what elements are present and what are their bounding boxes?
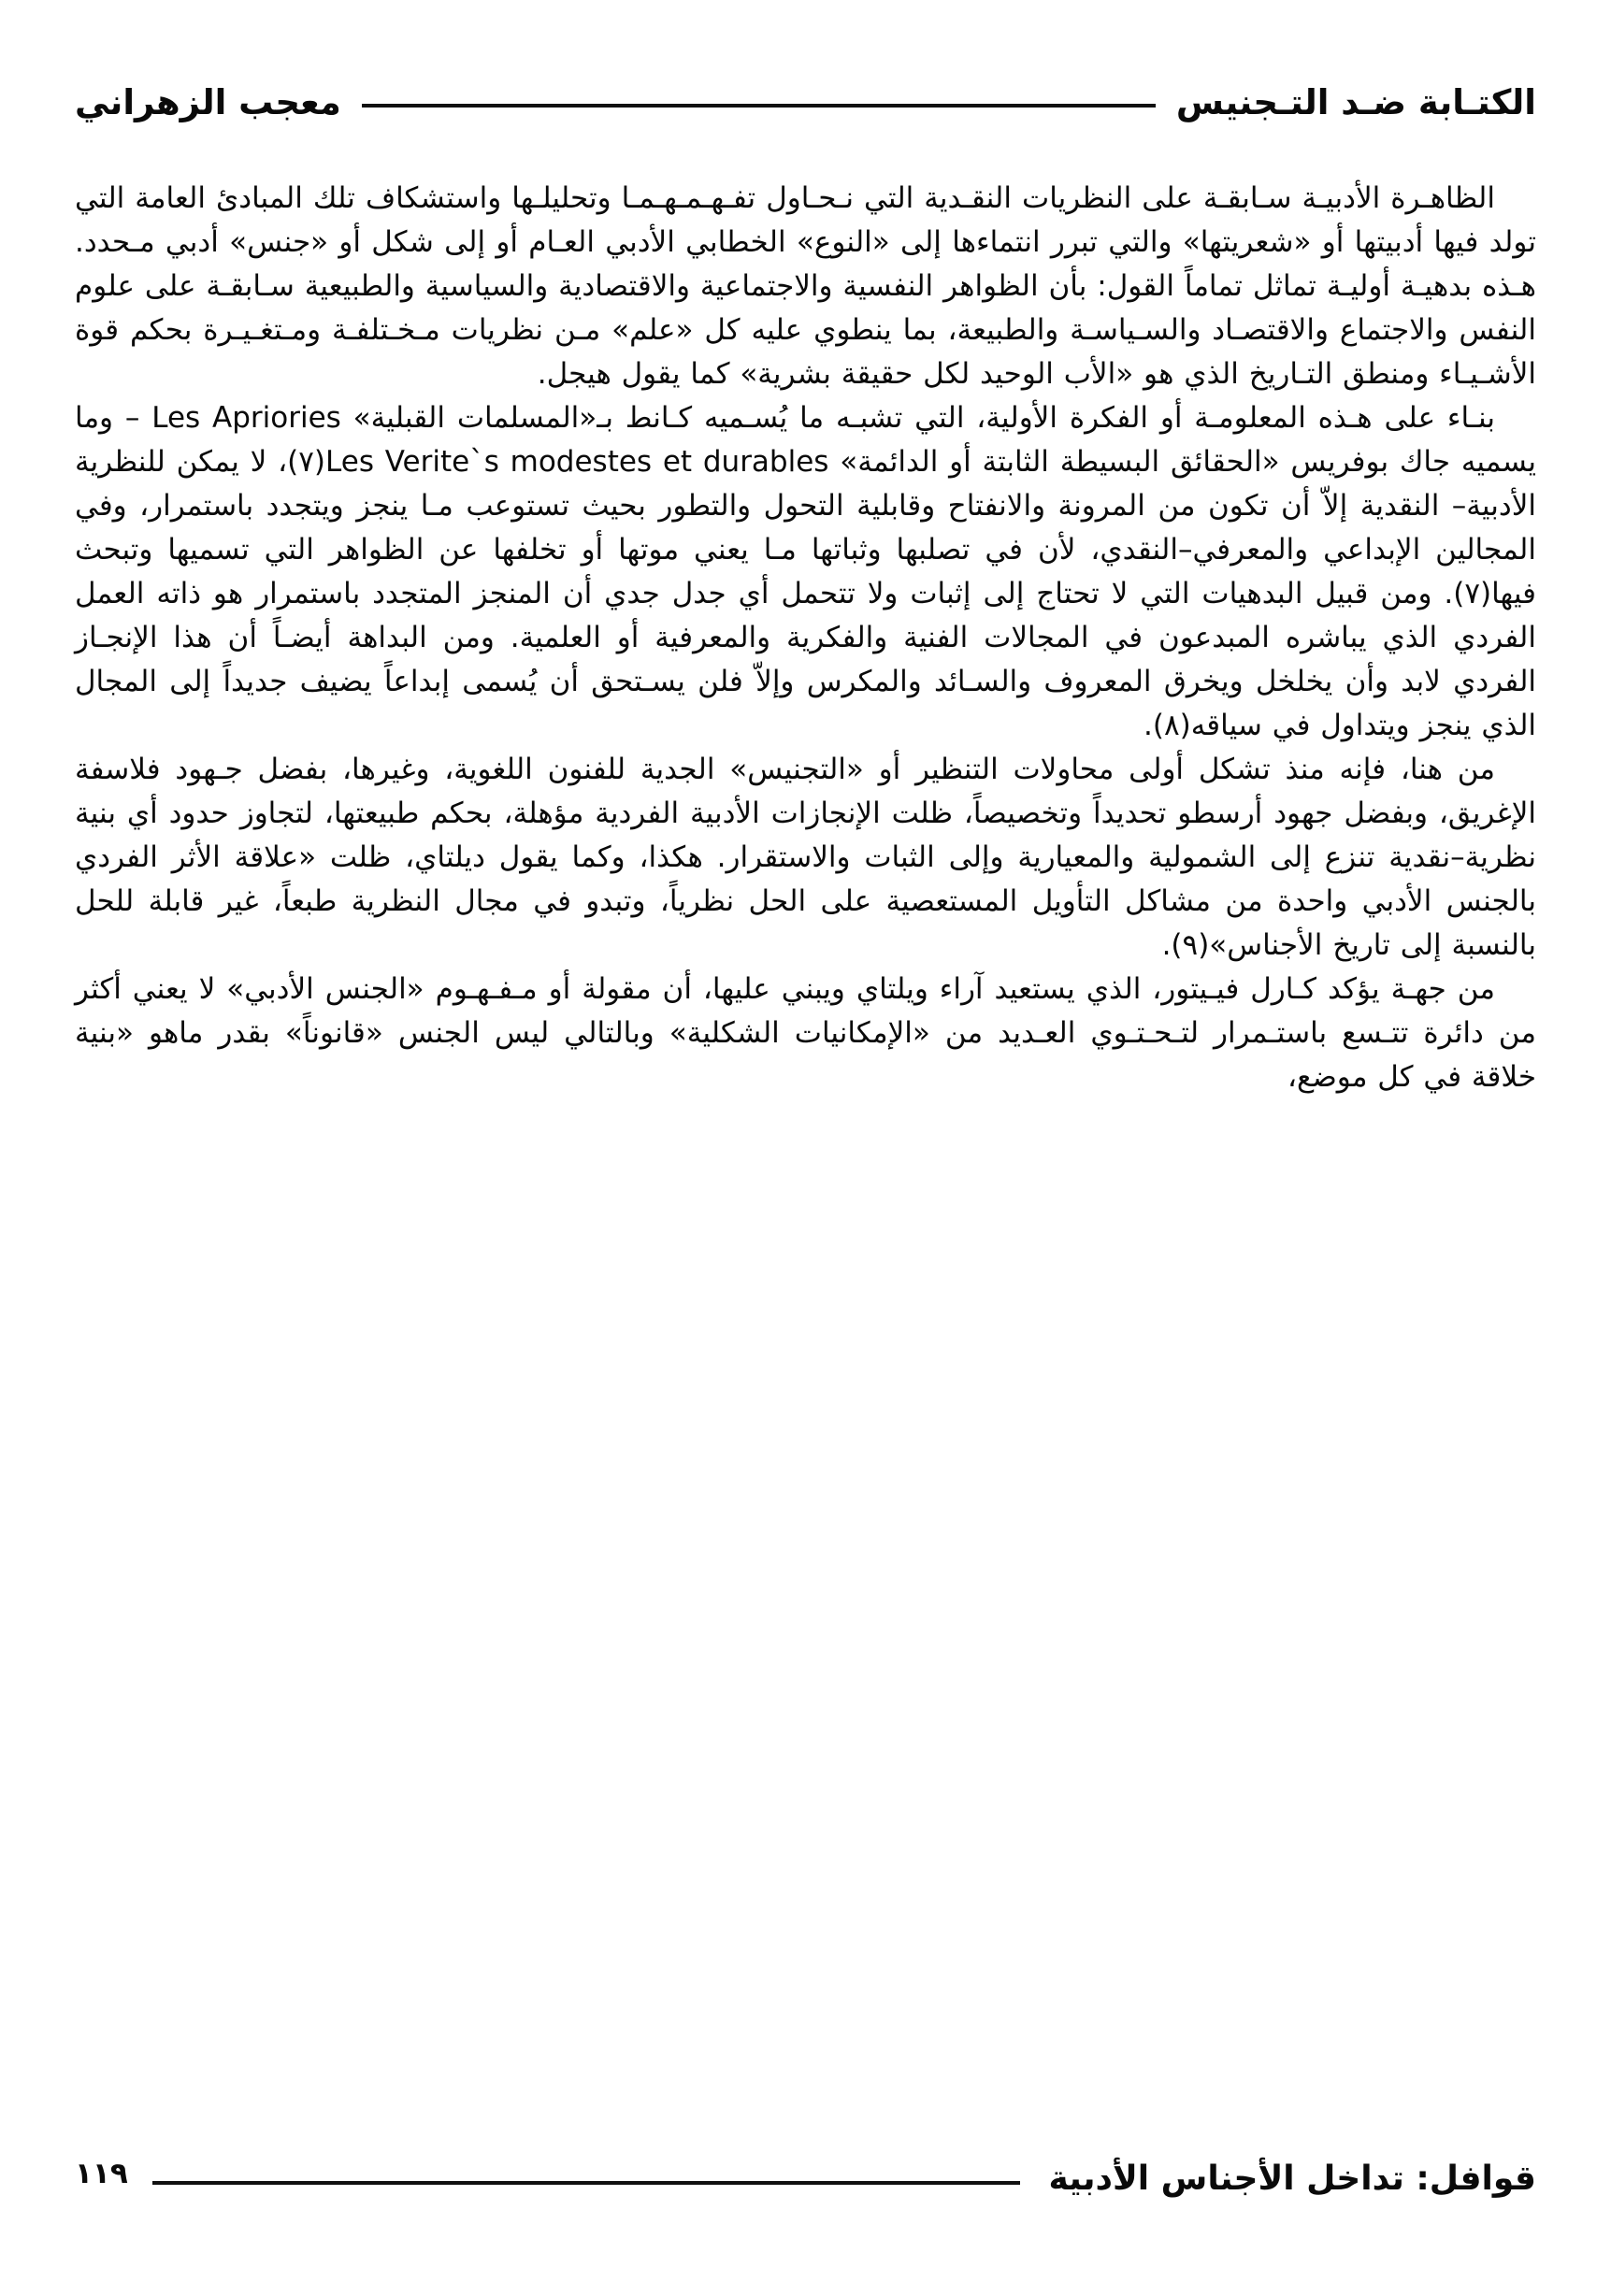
page-number: ١١٩ <box>75 2156 128 2190</box>
footer-rule <box>152 2181 1021 2185</box>
paragraph-1: الظاهـرة الأدبيـة سـابقـة على النظريات النقـدية التي نـحـاول تفـهـمـهـمـا وتحليلـها واستشكاف تلك المبادئ العامة التي تولد فيها أدبيتها أو «شعريتها» والتي تبرر انتماءها إلى «النوع» الخطابي الأدبي العـام أو إلى شكل أو «جنس» أدبي مـحدد. هـذه بدهيـة أوليـة تماثل تماماً القول: بأن الظواهر النفسية والاجتماعية والاقتصادية والسياسية والطبيعية سـابقـة على علوم النفس والاجتماع والاقتصـاد والسـياسـة والطبيعة، بما ينطوي عليه كل «علم» مـن نظريات مـخـتلفـة ومـتغـيـرة بحكم قوة الأشـيـاء ومنطق التـاريخ الذي هو «الأب الوحيد لكل حقيقة بشرية» كما يقول هيجل. <box>75 181 1536 391</box>
page-header <box>75 82 1536 122</box>
book-title: قوافل: تداخل الأجناس الأدبية <box>1048 2160 1536 2198</box>
page-footer <box>75 2156 1536 2198</box>
header-rule <box>362 104 1156 108</box>
chapter-title: الكتـابة ضـد التـجنيس <box>1175 82 1536 122</box>
paragraph-4: من جهـة يؤكد كـارل فيـيتور، الذي يستعيد آراء ويلتاي ويبني عليها، أن مقولة أو مـفـهـوم «الجنس الأدبي» لا يعني أكثر من دائرة تتـسع باستـمرار لتـحـتـوي العـديد من «الإمكانيات الشكلية» وبالتالي ليس الجنس «قانوناً» بقدر ماهو «بنية خلاقة في كل موضع، <box>75 972 1536 1094</box>
paragraph-3: من هنا، فإنه منذ تشكل أولى محاولات التنظير أو «التجنيس» الجدية للفنون اللغوية، وغيرها، بفضل جـهود فلاسفة الإغريق، وبفضل جهود أرسطو تحديداً وتخصيصاً، ظلت الإنجازات الأدبية الفردية مؤهلة، بحكم طبيعتها، لتجاوز حدود أي بنية نظرية–نقدية تنزع إلى الشمولية والمعيارية وإلى الثبات والاستقرار. هكذا، وكما يقول ديلتاي، ظلت «علاقة الأثر الفردي بالجنس الأدبي واحدة من مشاكل التأويل المستعصية على الحل نظرياً، وتبدو في مجال النظرية طبعاً، غير قابلة للحل بالنسبة إلى تاريخ الأجناس»(٩). <box>75 753 1536 962</box>
author-name: معجب الزهراني <box>75 82 341 122</box>
body-text <box>75 177 1536 1099</box>
paragraph-2: بنـاء على هـذه المعلومـة أو الفكرة الأولية، التي تشبـه ما يُسـميه كـانط بـ«المسلمات القبلية» Les Apriories – وما يسميه جاك بوفريس «الحقائق البسيطة الثابتة أو الدائمة» ‏Les Verite`s modestes et durables(٧)، لا يمكن للنظرية الأدبية– النقدية إلاّ أن تكون من المرونة والانفتاح وقابلية التحول والتطور بحيث تستوعب مـا ينجز ويتجدد باستمرار، وفي المجالين الإبداعي والمعرفي–النقدي، لأن في تصلبها وثباتها مـا يعني موتها أو تخلفها عن الظواهر التي تسميها وتبحث فيها(٧). ومن قبيل البدهيات التي لا تحتاج إلى إثبات ولا تتحمل أي جدل جدي أن المنجز المتجدد باستمرار هو ذاته العمل الفردي الذي يباشره المبدعون في المجالات الفنية والفكرية والمعرفية أو العلمية. ومن البداهة أيضـاً أن هذا الإنجـاز الفردي لابد وأن يخلخل ويخرق المعروف والسـائد والمكرس وإلاّ فلن يسـتحق أن يُسمى إبداعاً يضيف جديداً إلى المجال الذي ينجز ويتداول في سياقه(٨). <box>75 401 1536 742</box>
